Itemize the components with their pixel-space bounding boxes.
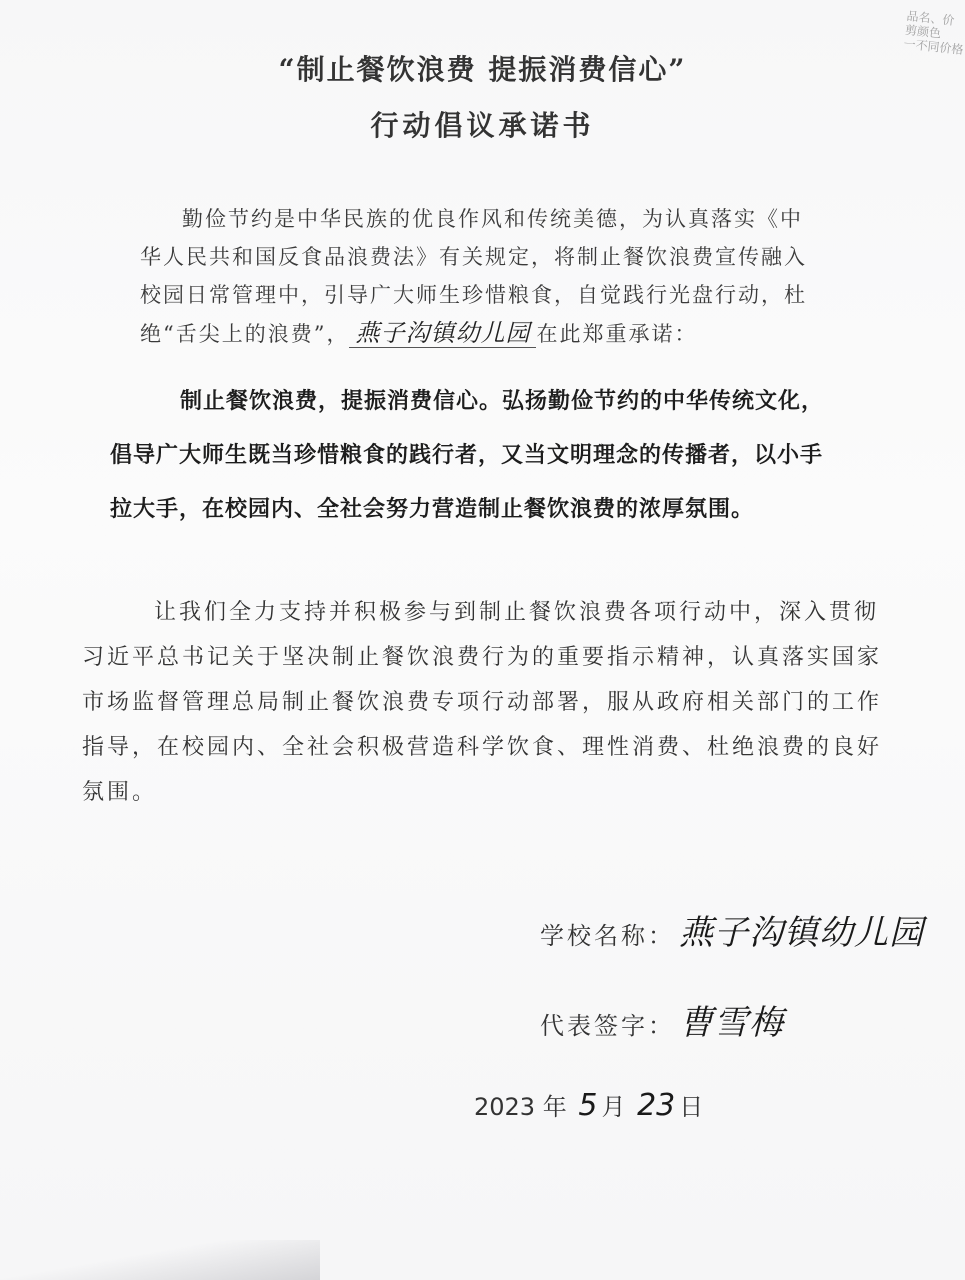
corner-note-line: 一不同价格 [902, 36, 965, 58]
signature-label: 代表签字： [540, 1012, 675, 1040]
date-year: 2023 [474, 1093, 536, 1121]
signing-date [474, 1087, 703, 1123]
intro-paragraph [140, 200, 820, 353]
date-day-label: 日 [679, 1093, 704, 1121]
page-edge-shadow [0, 1240, 320, 1280]
signature-handwritten: 曹雪梅 [679, 1003, 784, 1043]
representative-signature-field [540, 995, 784, 1044]
date-day: 23 [637, 1088, 676, 1123]
intro-text: 勤俭节约是中华民族的优良作风和传统美德，为认真落实《中华人民共和国反食品浪费法》有关规定，将制止餐饮浪费宣传融入校园日常管理中，引导广大师生珍惜粮食，自觉践行光盘行动，杜绝“舌尖上的浪费”， [140, 207, 807, 346]
date-month: 5 [578, 1088, 598, 1123]
date-year-label: 年 [542, 1093, 567, 1121]
school-name-label: 学校名称： [540, 922, 675, 950]
school-name-field [540, 905, 924, 954]
intro-text-end: 在此郑重承诺： [536, 322, 698, 346]
corner-note-line: 剪颜色 [904, 22, 942, 41]
document-subtitle: 行动倡议承诺书 [370, 109, 595, 142]
corner-note-line: 品名、价 [905, 8, 956, 28]
closing-paragraph: 让我们全力支持并积极参与到制止餐饮浪费各项行动中，深入贯彻习近平总书记关于坚决制止餐饮浪费行为的重要指示精神，认真落实国家市场监督管理总局制止餐饮浪费专项行动部署，服从政府相关部门的工作指导，在校园内、全社会积极营造科学饮食、理性消费、杜绝浪费的良好氛围。 [82, 600, 883, 805]
school-name-handwritten: 燕子沟镇幼儿园 [679, 913, 924, 953]
handwritten-school-name: 燕子沟镇幼儿园 [349, 319, 536, 348]
commitment-paragraph: 制止餐饮浪费，提振消费信心。弘扬勤俭节约的中华传统文化，倡导广大师生既当珍惜粮食的践行者，又当文明理念的传播者，以小手拉大手，在校园内、全社会努力营造制止餐饮浪费的浓厚氛围。 [110, 389, 825, 522]
date-month-label: 月 [601, 1093, 626, 1121]
document-title: “制止餐饮浪费 提振消费信心” [278, 53, 687, 86]
